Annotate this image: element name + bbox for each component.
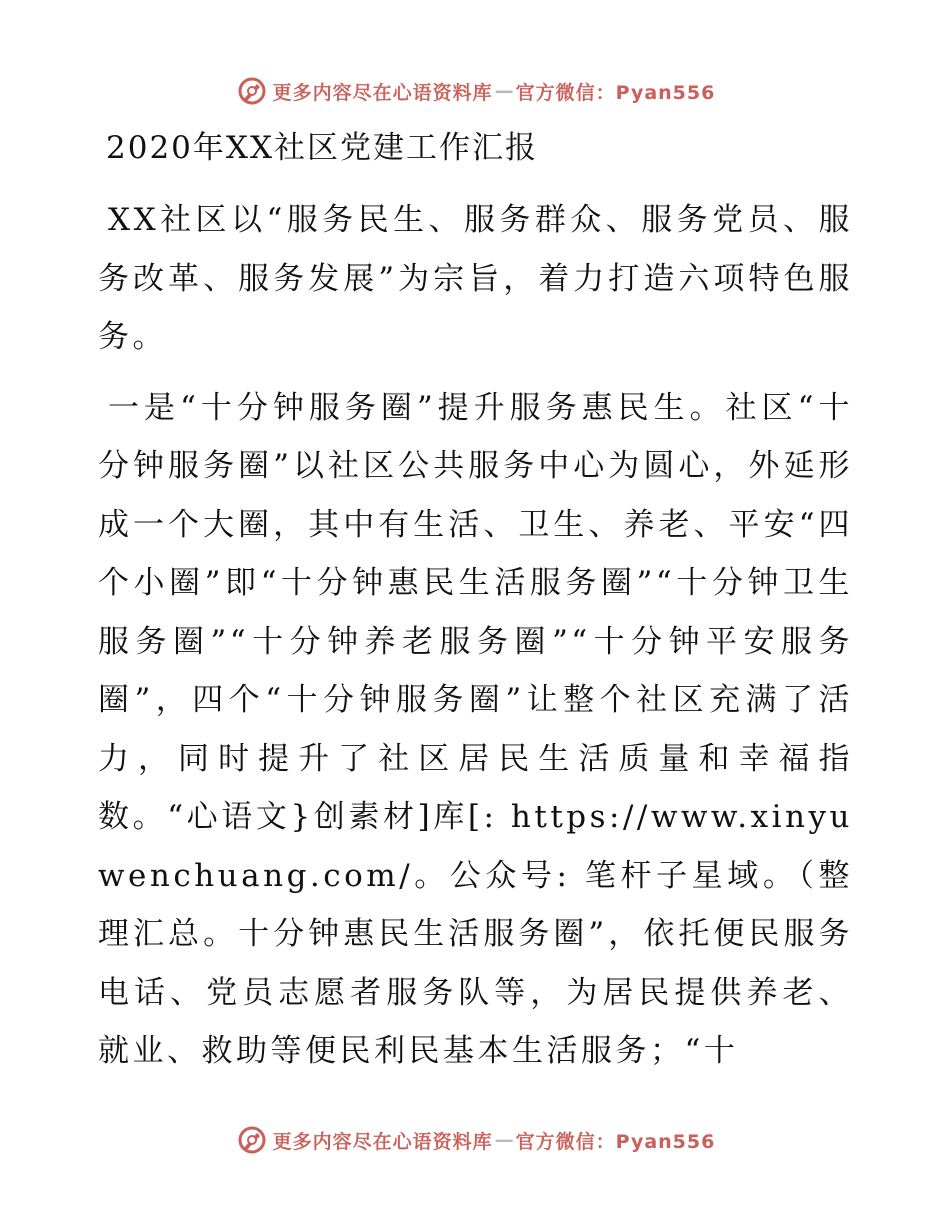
document-title: 2020年XX社区党建工作汇报	[106, 130, 539, 166]
pen-swirl-logo-icon	[235, 1123, 269, 1157]
watermark-header	[0, 71, 950, 111]
document-body	[98, 125, 853, 1093]
watermark-text: 更多内容尽在心语资料库	[272, 1130, 493, 1153]
watermark-separator: —	[494, 1129, 514, 1151]
watermark-text: 更多内容尽在心语资料库	[272, 81, 493, 104]
paragraph-service-circle: 一是“十分钟服务圈”提升服务惠民生。社区“十分钟服务圈”以社区公共服务中心为圆心，外延形成一个大圈，其中有生活、卫生、养老、平安“四个小圈”即“十分钟惠民生活服务圈”“十分钟卫生服务圈”“十分钟养老服务圈”“十分钟平安服务圈”，四个“十分钟服务圈”让整个社区充满了活力，同时提升了社区居民生活质量和幸福指数。“心语文}创素材]库[: https://www.xinyuwenchuang.com/。公众号: 笔杆子星域。（整理汇总。十分钟惠民生活服务圈”，依托便民服务电话、党员志愿者服务队等，为居民提供养老、就业、救助等便民利民基本生活服务；“十	[98, 389, 853, 1069]
pen-swirl-logo-icon	[235, 74, 269, 108]
watermark-separator: —	[494, 80, 514, 102]
watermark-contact: 官方微信：Pyan556	[515, 1130, 716, 1153]
watermark-footer	[0, 1120, 950, 1160]
paragraph-intro: XX社区以“服务民生、服务群众、服务党员、服务改革、服务发展”为宗旨，着力打造六项特色服务。	[98, 202, 853, 355]
watermark-contact: 官方微信：Pyan556	[515, 81, 716, 104]
